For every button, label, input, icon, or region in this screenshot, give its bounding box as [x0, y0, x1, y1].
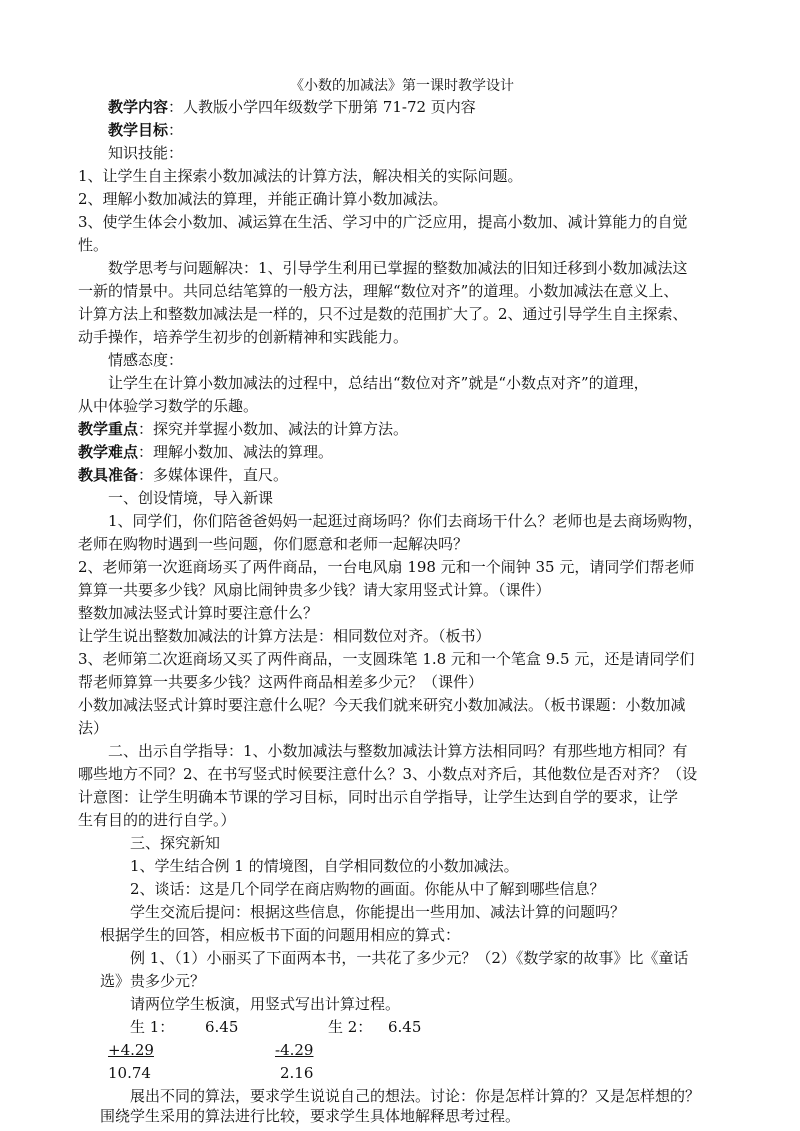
section-1-p2d: 让学生说出整数加减法的计算方法是：相同数位对齐。（板书）: [78, 627, 491, 645]
closing-line-1: 展出不同的算法，要求学生说说自己的想法。讨论：你是怎样计算的？又是怎样想的？: [130, 1087, 701, 1105]
closing-line-2: 围绕学生采用的算法进行比较，要求学生具体地解释思考过程。: [100, 1107, 521, 1125]
key-point-value: ：探究并掌握小数加、减法的计算方法。: [138, 420, 409, 438]
knowledge-item-1: 1、让学生自主探索小数加减法的计算方法，解决相关的实际问题。: [78, 167, 523, 185]
teaching-content: [108, 97, 476, 117]
thinking-line-2: 一新的情景中。共同总结笔算的一般方法，理解“数位对齐”的道理。小数加减法在意义上、: [78, 282, 679, 300]
section-1-p1b: 老师在购物时遇到一些问题，你们愿意和老师一起解决吗？: [78, 535, 469, 553]
teaching-content-label: 教学内容: [108, 98, 169, 116]
calc-student-1-label: 生 1：: [130, 1018, 175, 1036]
section-2-d: 生有目的的进行自学。）: [78, 811, 236, 829]
key-point-label: 教学重点: [78, 420, 139, 438]
section-3-p3: 学生交流后提问：根据这些信息，你能提出一些用加、减法计算的问题吗？: [130, 903, 626, 921]
teaching-tools-value: ：多媒体课件，直尺。: [138, 466, 289, 484]
key-point: [78, 419, 408, 439]
emotion-line-1: 让学生在计算小数加减法的过程中，总结出“数位对齐”就是“小数点对齐”的道理，: [108, 374, 649, 392]
difficult-point-value: ：理解小数加、减法的算理。: [138, 443, 334, 461]
example-1-b: 选》贵多少元？: [100, 972, 206, 990]
calc-student-2-top: 6.45: [388, 1018, 422, 1036]
example-1-a: 例 1、（1）小丽买了下面两本书，一共花了多少元？（2）《数学家的故事》比《童话: [130, 949, 689, 967]
calc-student-1-addend: +4.29: [108, 1041, 154, 1059]
section-3-heading: 三、探究新知: [130, 834, 221, 852]
calc-student-1-result: 10.74: [108, 1064, 151, 1082]
teaching-goals: [108, 120, 183, 140]
thinking-line-3: 计算方法上和整数加减法是一样的，只不过是数的范围扩大了。2、通过引导学生自主探索、: [78, 305, 688, 323]
calc-student-2-subtrahend: -4.29: [275, 1041, 314, 1059]
section-2-a: 二、出示自学指导：1、小数加减法与整数加减法计算方法相同吗？有那些地方相同？有: [108, 742, 688, 760]
calc-student-2-result: 2.16: [280, 1064, 314, 1082]
thinking-line-1: 数学思考与问题解决：1、引导学生利用已掌握的整数加减法的旧知迁移到小数加减法这: [108, 259, 688, 277]
section-1-p3d: 法）: [78, 719, 109, 737]
difficult-point-label: 教学难点: [78, 443, 139, 461]
knowledge-heading: 知识技能：: [108, 144, 184, 162]
teaching-content-value: ：人教版小学四年级数学下册第 71-72 页内容: [168, 98, 476, 116]
emotion-line-2: 从中体验学习数学的乐趣。: [78, 397, 259, 415]
teaching-tools: [78, 465, 288, 485]
section-1-p2b: 算算一共要多少钱？风扇比闹钟贵多少钱？请大家用竖式计算。（课件）: [78, 581, 551, 599]
teaching-goals-suffix: ：: [168, 121, 184, 139]
knowledge-item-3b: 性。: [78, 236, 109, 254]
calc-student-1-top: 6.45: [205, 1018, 239, 1036]
emotion-heading: 情感态度：: [108, 351, 184, 369]
thinking-line-4: 动手操作，培养学生初步的创新精神和实践能力。: [78, 328, 409, 346]
example-1-c: 请两位学生板演，用竖式写出计算过程。: [130, 995, 401, 1013]
section-1-p1a: 1、同学们，你们陪爸爸妈妈一起逛过商场吗？你们去商场干什么？老师也是去商场购物，: [108, 512, 703, 530]
section-1-p3c: 小数加减法竖式计算时要注意什么呢？今天我们就来研究小数加减法。（板书课题：小数加减: [78, 696, 686, 714]
section-3-p4: 根据学生的回答，相应板书下面的问题用相应的算式：: [100, 926, 461, 944]
section-1-heading: 一、创设情境，导入新课: [108, 489, 274, 507]
calc-student-2-label: 生 2：: [328, 1018, 373, 1036]
section-2-c: 计意图：让学生明确本节课的学习目标，同时出示自学指导，让学生达到自学的要求，让学: [78, 788, 679, 806]
knowledge-item-3a: 3、使学生体会小数加、减运算在生活、学习中的广泛应用，提高小数加、减计算能力的自觉: [78, 213, 688, 231]
section-3-p2: 2、谈话：这是几个同学在商店购物的画面。你能从中了解到哪些信息？: [130, 880, 605, 898]
section-3-p1: 1、学生结合例 1 的情境图，自学相同数位的小数加减法。: [130, 857, 519, 875]
section-1-p2c: 整数加减法竖式计算时要注意什么？: [78, 604, 319, 622]
teaching-goals-label: 教学目标: [108, 121, 169, 139]
section-1-p3b: 帮老师算算一共要多少钱？这两件商品相差多少元？（课件）: [78, 673, 484, 691]
doc-title: 《小数的加减法》第一课时教学设计: [290, 78, 514, 94]
section-1-p3a: 3、老师第二次逛商场又买了两件商品，一支圆珠笔 1.8 元和一个笔盒 9.5 元，还是请同学们: [78, 650, 695, 668]
knowledge-item-2: 2、理解小数加减法的算理，并能正确计算小数加减法。: [78, 190, 448, 208]
section-1-p2a: 2、老师第一次逛商场买了两件商品，一台电风扇 198 元和一个闹钟 35 元，请同学们帮老师: [78, 558, 695, 576]
section-2-b: 哪些地方不同？2、在书写竖式时候要注意什么？3、小数点对齐后，其他数位是否对齐？（设: [78, 765, 698, 783]
difficult-point: [78, 442, 333, 462]
teaching-tools-label: 教具准备: [78, 466, 139, 484]
